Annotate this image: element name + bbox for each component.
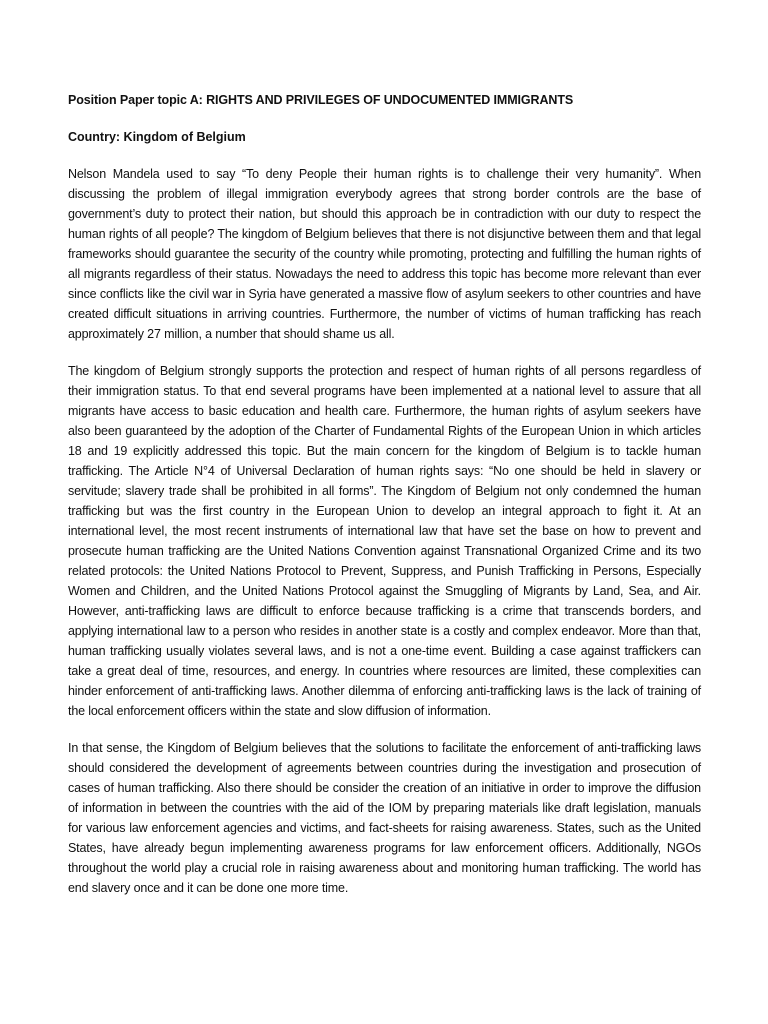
paragraph-solutions: In that sense, the Kingdom of Belgium believes that the solutions to facilitate the enforcement of anti-trafficking laws should considered the development of agreements between countries during the investigation and prosecution of cases of human trafficking. Also there should be consider the creation of an initiative in order to improve the diffusion of information in between the countries with the aid of the IOM by preparing materials like draft legislation, manuals for various law enforcement agencies and victims, and fact-sheets for raising awareness. States, such as the United States, have already begun implementing awareness programs for law enforcement officers. Additionally, NGOs throughout the world play a crucial role in raising awareness about and monitoring human trafficking. The world has end slavery once and it can be done one more time. xyxy=(68,741,701,895)
paragraph-introduction: Nelson Mandela used to say “To deny People their human rights is to challenge their very humanity”. When discussing the problem of illegal immigration everybody agrees that strong border controls are the base of government’s duty to protect their nation, but should this approach be in contradiction with our duty to respect the human rights of all people? The kingdom of Belgium believes that there is not disjunctive between them and that legal frameworks should guarantee the security of the country while promoting, protecting and fulfilling the human rights of all migrants regardless of their status. Nowadays the need to address this topic has become more relevant than ever since conflicts like the civil war in Syria have generated a massive flow of asylum seekers to other countries and have created difficult situations in arriving countries. Furthermore, the number of victims of human trafficking has reach approximately 27 million, a number that should shame us all. xyxy=(68,167,701,341)
paragraph-position: The kingdom of Belgium strongly supports the protection and respect of human rights of all persons regardless of their immigration status. To that end several programs have been implemented at a national level to assure that all migrants have access to basic education and health care. Furthermore, the human rights of asylum seekers have also been guaranteed by the adoption of the Charter of Fundamental Rights of the European Union in which articles 18 and 19 explicitly addressed this topic. But the main concern for the kingdom of Belgium is to tackle human trafficking. The Article N°4 of Universal Declaration of human rights says: “No one should be held in slavery or servitude; slavery trade shall be prohibited in all forms”. The Kingdom of Belgium not only condemned the human trafficking but was the first country in the European Union to develop an integral approach to fight it. At an international level, the most recent instruments of international law that have set the base on how to prevent and prosecute human trafficking are the United Nations Convention against Transnational Organized Crime and its two related protocols: the United Nations Protocol to Prevent, Suppress, and Punish Trafficking in Persons, Especially Women and Children, and the United Nations Protocol against the Smuggling of Migrants by Land, Sea, and Air. However, anti-trafficking laws are difficult to enforce because trafficking is a crime that transcends borders, and applying international law to a person who resides in another state is a costly and complex endeavor. More than that, human trafficking usually violates several laws, and is not a one-time event. Building a case against traffickers can take a great deal of time, resources, and energy. In countries where resources are limited, these complexities can hinder enforcement of anti-trafficking laws. Another dilemma of enforcing anti-trafficking laws is the lack of training of the local enforcement officers within the state and slow diffusion of information. xyxy=(68,364,701,718)
country-heading: Country: Kingdom of Belgium xyxy=(68,130,246,144)
paper-topic-heading: Position Paper topic A: RIGHTS AND PRIVILEGES OF UNDOCUMENTED IMMIGRANTS xyxy=(68,93,574,107)
document-page xyxy=(68,90,701,915)
